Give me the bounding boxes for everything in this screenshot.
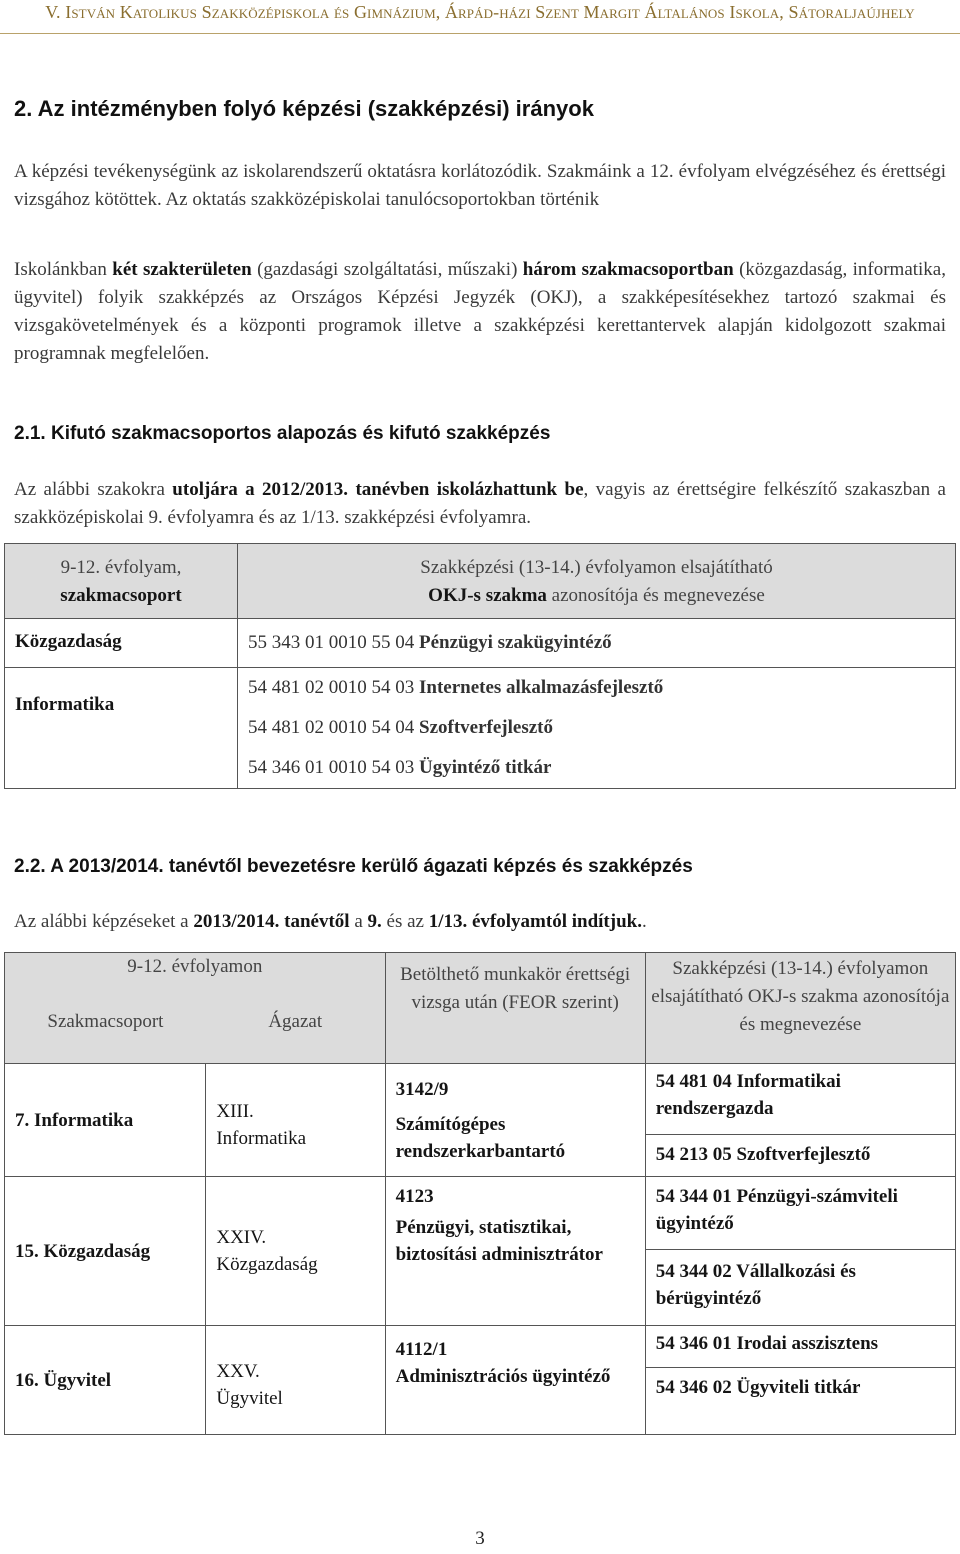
table-row [238,708,956,748]
branch-cell [206,1064,385,1177]
table-row [238,748,956,789]
header-divider [0,33,960,34]
page-number: 3 [475,1528,485,1549]
qualification-code: 54 346 01 0010 54 03 [248,757,419,778]
qualification-item: 54 344 02 Vállalkozási és bérügyintéző [646,1249,955,1322]
job-cell [385,1064,645,1177]
table-header-group: Szakmacsoport [5,981,206,1064]
qualification-name: Szoftverfejlesztő [419,717,553,738]
table-group-cell: Közgazdaság [5,619,238,668]
bold-run: két szakterületen [112,259,252,280]
qualification-item: 54 481 04 Informatikai rendszergazda [655,1071,841,1119]
qualification-cell [645,1326,955,1435]
text-run: (gazdasági szolgáltatási, műszaki) [251,259,523,280]
job-code: 3142/9 [395,1079,449,1100]
table-new-sector-training [4,952,956,1435]
bold-run: utoljára a 2012/2013. tanévben iskolázhattunk be [172,479,584,500]
group-cell: 16. Ügyvitel [5,1326,206,1435]
job-cell [385,1326,645,1435]
qualification-name: Pénzügyi szakügyintéző [419,632,612,653]
section-2-2-heading: 2.2. A 2013/2014. tanévtől bevezetésre kerülő ágazati képzés és szakképzés [14,856,693,877]
table-header-branch: Ágazat [206,981,385,1064]
section-2-1-paragraph [14,476,946,532]
table-row [5,1177,956,1326]
table-row [5,1326,956,1435]
table-outgoing-qualifications [4,543,956,789]
branch-name: Informatika [216,1128,307,1149]
qualification-item: 54 346 02 Ügyviteli titkár [646,1367,955,1407]
job-cell [385,1177,645,1326]
section-2-2-paragraph [14,908,946,936]
qualification-name: Internetes alkalmazásfejlesztő [419,677,664,698]
section-2-paragraph-2 [14,256,946,368]
table-row [238,668,956,709]
branch-number: XIII. [216,1101,254,1122]
table-header-span: 9-12. évfolyamon [5,953,386,982]
qualification-code: 54 481 02 0010 54 04 [248,717,419,738]
branch-number: XXIV. [216,1227,267,1248]
branch-name: Közgazdaság [216,1254,318,1275]
table-header-job: Betölthető munkakör érettségi vizsga után (FEOR szerint) [385,953,645,1064]
text-run: Az alábbi szakokra [14,479,173,500]
table-group-cell: Informatika [5,668,238,789]
bold-run: 1/13. évfolyamtól indítjuk. [428,911,642,932]
header-line: Szakképzési (13-14.) évfolyamon elsajátítható [420,557,773,578]
branch-cell [206,1326,385,1435]
bold-run: 2013/2014. tanévtől [193,911,350,932]
text-run: (közgazdaság, informatika, ügyvitel) folyik szakképzés az Országos Képzési Jegyzék (OKJ), a szakképesítésekhez tartozó szakmai és vizsgakövetelmények és a központi programok illetve a szakképzési kerettantervek alapján kidolgozott szakmai programnak megfelelően. [14,259,946,364]
header-line: 9-12. évfolyam, [60,557,182,578]
qualification-cell [645,1177,955,1326]
section-2-paragraph-1: A képzési tevékenységünk az iskolarendszerű oktatásra korlátozódik. Szakmáink a 12. évfolyam elvégzéséhez és érettségi vizsgához kötöttek. Az oktatás szakközépiskolai tanulócsoportokban történik [14,161,946,210]
qualification-item: 54 346 01 Irodai asszisztens [655,1333,879,1354]
group-cell: 7. Informatika [5,1064,206,1177]
text-run: . [641,911,647,932]
section-2-1-heading: 2.1. Kifutó szakmacsoportos alapozás és kifutó szakképzés [14,423,551,444]
bold-run: három szakmacsoportban [522,259,734,280]
table-row [5,1064,956,1177]
job-code: 4112/1 [395,1339,448,1360]
qualification-name: Ügyintéző titkár [419,757,552,778]
table-header-cell [238,544,956,619]
table-row [238,619,956,668]
qualification-code: 54 481 02 0010 54 03 [248,677,419,698]
qualification-item: 54 344 01 Pénzügyi-számviteli ügyintéző [655,1186,898,1234]
table-header-qualification: Szakképzési (13-14.) évfolyamon elsajátítható OKJ-s szakma azonosítója és megnevezése [645,953,955,1064]
running-header-text: V. István Katolikus Szakközépiskola és Gimnázium, Árpád-házi Szent Margit Általános Iskola, Sátoraljaújhely [45,2,915,22]
text-run: és az [381,911,429,932]
text-run: Iskolánkban [14,259,113,280]
text-run: a [349,911,368,932]
job-name: Adminisztrációs ügyintéző [395,1366,611,1387]
qualification-cell [645,1064,955,1177]
job-code: 4123 [395,1186,434,1207]
job-name: Pénzügyi, statisztikai, biztosítási adminisztrátor [395,1217,603,1265]
section-2-heading: 2. Az intézményben folyó képzési (szakképzési) irányok [14,96,594,121]
job-name: Számítógépes rendszerkarbantartó [395,1114,566,1162]
header-line: szakmacsoport [60,585,182,606]
table-header-cell [5,544,238,619]
qualification-code: 55 343 01 0010 55 04 [248,632,419,653]
group-cell: 15. Közgazdaság [5,1177,206,1326]
text-run: , vagyis az érettségire felkészítő szakaszban a szakközépiskolai 9. évfolyamra és az 1/13. szakképzési évfolyamra. [14,479,946,528]
bold-run: OKJ-s szakma [428,585,547,606]
header-line [244,582,949,610]
branch-name: Ügyvitel [216,1388,283,1409]
text-run: azonosítója és megnevezése [546,585,765,606]
running-header [0,2,960,23]
branch-number: XXV. [216,1361,260,1382]
qualification-item: 54 213 05 Szoftverfejlesztő [646,1134,955,1176]
text-run: Az alábbi képzéseket a [14,911,194,932]
bold-run: 9. [367,911,382,932]
branch-cell [206,1177,385,1326]
